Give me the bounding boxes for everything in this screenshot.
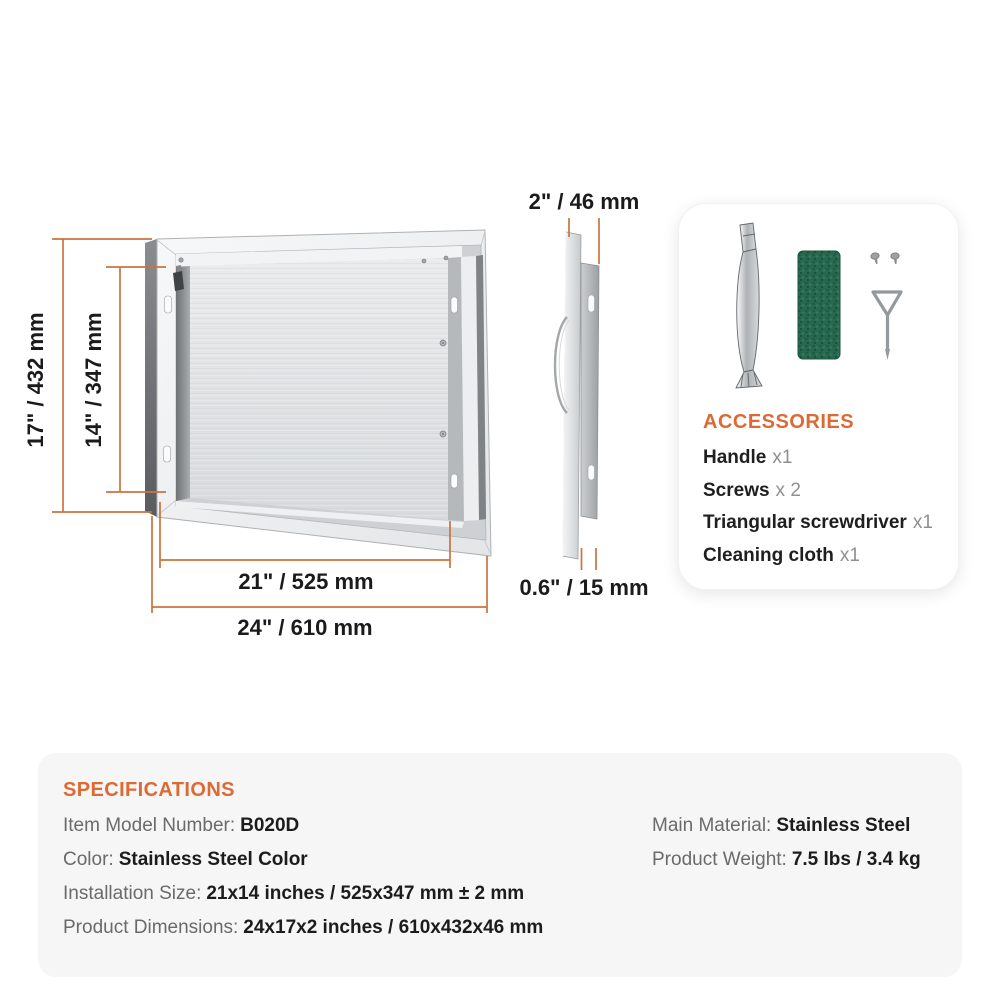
handle-icon (736, 223, 762, 388)
spec-row-weight: Product Weight: 7.5 lbs / 3.4 kg (652, 849, 921, 870)
outer-height-label: 17" / 432 mm (23, 312, 48, 448)
accessories-title: ACCESSORIES (703, 411, 855, 433)
depth-label: 2" / 46 mm (528, 189, 640, 214)
accessories-icons (679, 204, 960, 409)
accessories-card (678, 203, 959, 590)
specifications-title: SPECIFICATIONS (63, 779, 235, 801)
flange-label: 0.6" / 15 mm (519, 575, 649, 600)
door-side-view-illustration (555, 232, 599, 559)
dimension-depth (529, 189, 640, 264)
accessory-item-screwdriver: Triangular screwdriver x1 (703, 512, 933, 533)
door-back-view-illustration (145, 230, 491, 556)
outer-width-label: 24" / 610 mm (237, 615, 373, 640)
inner-height-label: 14" / 347 mm (81, 312, 106, 448)
accessories-list (703, 447, 933, 577)
specifications-card (38, 753, 962, 977)
spec-row-model: Item Model Number: B020D (63, 815, 300, 836)
accessory-item-handle: Handle x1 (703, 447, 793, 468)
accessory-item-cloth: Cleaning cloth x1 (703, 544, 860, 566)
dimension-flange (519, 548, 648, 600)
inner-width-label: 21" / 525 mm (238, 569, 374, 594)
spec-row-product-dimensions: Product Dimensions: 24x17x2 inches / 610x432x46 mm (63, 917, 544, 938)
screws-icon (870, 252, 900, 265)
spec-row-material: Main Material: Stainless Steel (652, 815, 911, 836)
cleaning-cloth-icon (798, 251, 840, 359)
spec-row-color: Color: Stainless Steel Color (63, 849, 308, 870)
accessory-item-screws: Screws x 2 (703, 479, 801, 501)
spec-row-installation-size: Installation Size: 21x14 inches / 525x347 mm ± 2 mm (63, 883, 525, 904)
triangular-screwdriver-icon (873, 292, 901, 360)
